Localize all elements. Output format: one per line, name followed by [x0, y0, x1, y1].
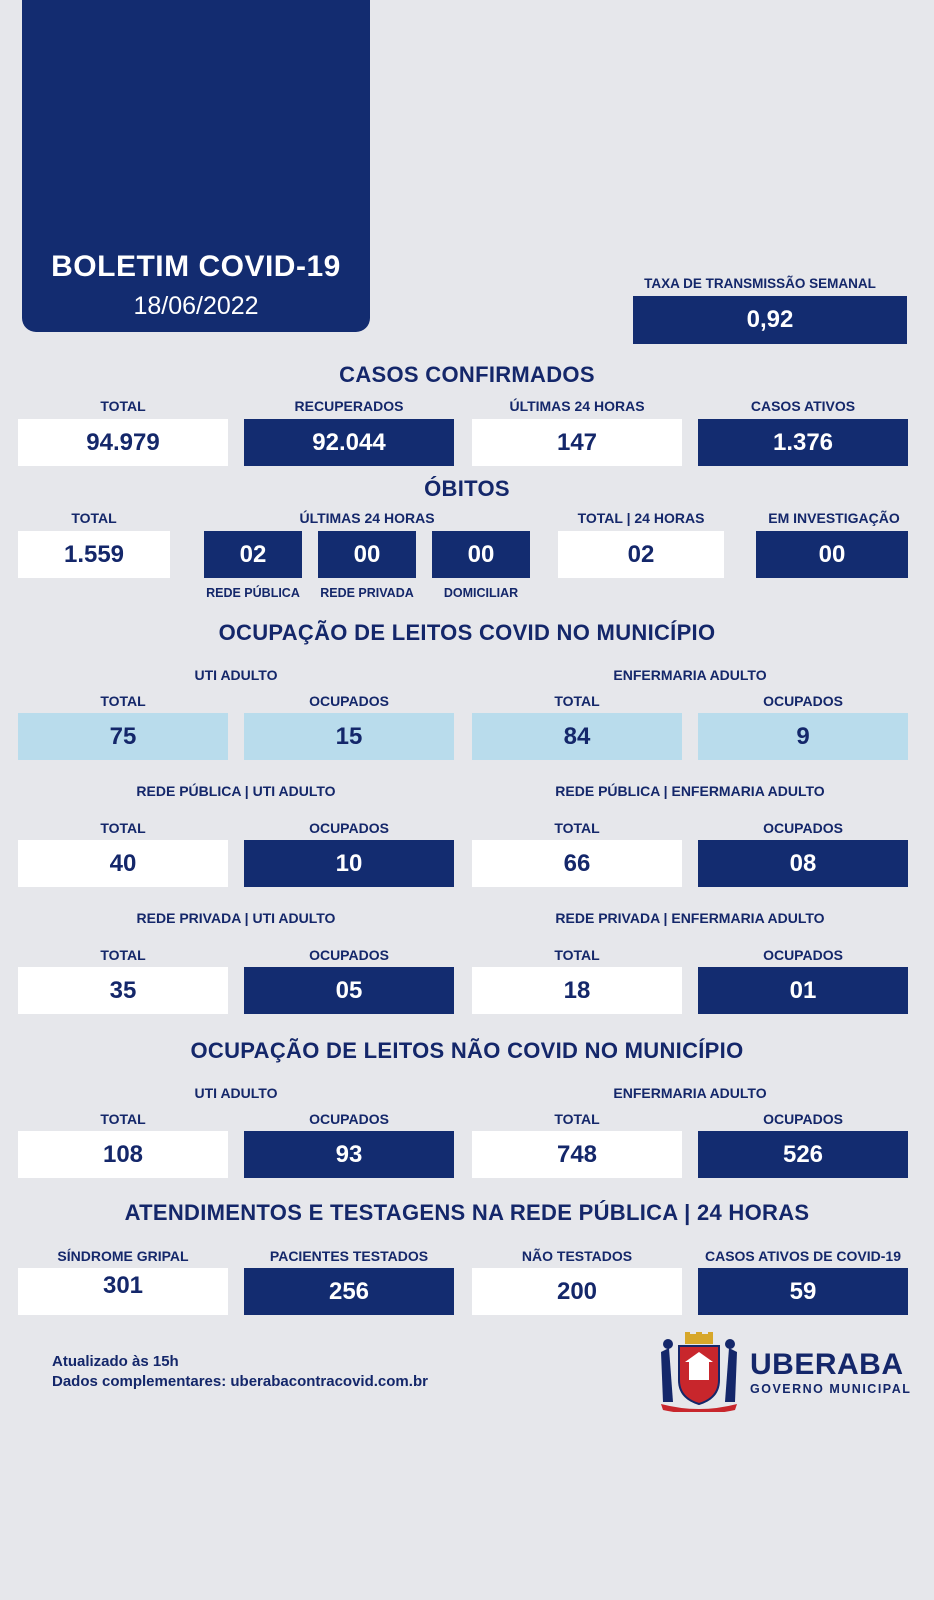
- private-ward-total-label: TOTAL: [554, 947, 600, 963]
- coat-of-arms-icon: [655, 1332, 743, 1412]
- confirmed-24h-label: ÚLTIMAS 24 HORAS: [509, 398, 645, 414]
- noncovid-ward-occupied-value: 526: [698, 1131, 908, 1178]
- private-ward-occupied-value: 01: [698, 967, 908, 1014]
- transmission-label: TAXA DE TRANSMISSÃO SEMANAL: [644, 276, 876, 291]
- deaths-title: ÓBITOS: [424, 476, 510, 501]
- noncovid-uti-label: UTI ADULTO: [194, 1085, 278, 1101]
- covid-ward-occupied-label: OCUPADOS: [763, 693, 843, 709]
- private-uti-label: REDE PRIVADA | UTI ADULTO: [136, 910, 336, 926]
- flu-syndrome-value: 301: [18, 1268, 228, 1315]
- public-ward-total-value: 66: [472, 840, 682, 887]
- public-uti-total-label: TOTAL: [100, 820, 146, 836]
- noncovid-ward-label: ENFERMARIA ADULTO: [613, 1085, 767, 1101]
- public-care-title: ATENDIMENTOS E TESTAGENS NA REDE PÚBLICA | 24 HORAS: [124, 1200, 810, 1225]
- noncovid-beds-title: OCUPAÇÃO DE LEITOS NÃO COVID NO MUNICÍPIO: [190, 1038, 744, 1063]
- active-covid-label: CASOS ATIVOS DE COVID-19: [704, 1248, 902, 1264]
- public-ward-total-label: TOTAL: [554, 820, 600, 836]
- covid-uti-total-value: 75: [18, 713, 228, 760]
- logo-subtitle: GOVERNO MUNICIPAL: [750, 1382, 912, 1396]
- tested-label: PACIENTES TESTADOS: [269, 1248, 429, 1264]
- confirmed-total-label: TOTAL: [100, 398, 146, 414]
- confirmed-recovered-value: 92.044: [244, 419, 454, 466]
- active-covid-value: 59: [698, 1268, 908, 1315]
- noncovid-ward-total-value: 748: [472, 1131, 682, 1178]
- noncovid-uti-total-label: TOTAL: [100, 1111, 146, 1127]
- noncovid-uti-total-value: 108: [18, 1131, 228, 1178]
- bulletin-date: 18/06/2022: [133, 292, 259, 320]
- confirmed-recovered-label: RECUPERADOS: [294, 398, 404, 414]
- public-uti-occupied-value: 10: [244, 840, 454, 887]
- deaths-total-value: 1.559: [18, 531, 170, 578]
- flu-syndrome-label: SÍNDROME GRIPAL: [57, 1248, 189, 1264]
- confirmed-active-label: CASOS ATIVOS: [750, 398, 856, 414]
- not-tested-value: 200: [472, 1268, 682, 1315]
- covid-uti-label: UTI ADULTO: [194, 667, 278, 683]
- deaths-24h-label: ÚLTIMAS 24 HORAS: [299, 510, 435, 526]
- noncovid-uti-occupied-value: 93: [244, 1131, 454, 1178]
- covid-beds-title: OCUPAÇÃO DE LEITOS COVID NO MUNICÍPIO: [218, 620, 716, 645]
- logo-name: UBERABA: [750, 1348, 904, 1381]
- covid-ward-total-label: TOTAL: [554, 693, 600, 709]
- deaths-investigation-value: 00: [756, 531, 908, 578]
- confirmed-total-value: 94.979: [18, 419, 228, 466]
- covid-ward-total-value: 84: [472, 713, 682, 760]
- deaths-total-label: TOTAL: [71, 510, 117, 526]
- private-uti-total-value: 35: [18, 967, 228, 1014]
- private-ward-occupied-label: OCUPADOS: [763, 947, 843, 963]
- noncovid-ward-occupied-label: OCUPADOS: [763, 1111, 843, 1127]
- extra-data-text: Dados complementares: uberabacontracovid.com.br: [52, 1373, 428, 1390]
- covid-uti-occupied-value: 15: [244, 713, 454, 760]
- page-title: BOLETIM COVID-19: [51, 250, 341, 283]
- deaths-total24-value: 02: [558, 531, 724, 578]
- public-uti-occupied-label: OCUPADOS: [309, 820, 389, 836]
- covid-ward-label: ENFERMARIA ADULTO: [613, 667, 767, 683]
- private-ward-total-value: 18: [472, 967, 682, 1014]
- covid-ward-occupied-value: 9: [698, 713, 908, 760]
- noncovid-uti-occupied-label: OCUPADOS: [309, 1111, 389, 1127]
- transmission-value: 0,92: [633, 296, 907, 344]
- updated-text: Atualizado às 15h: [52, 1353, 179, 1370]
- public-ward-occupied-label: OCUPADOS: [763, 820, 843, 836]
- covid-uti-occupied-label: OCUPADOS: [309, 693, 389, 709]
- deaths-home-value: 00: [432, 531, 530, 578]
- deaths-public-value: 02: [204, 531, 302, 578]
- public-ward-label: REDE PÚBLICA | ENFERMARIA ADULTO: [555, 783, 825, 799]
- tested-value: 256: [244, 1268, 454, 1315]
- private-uti-occupied-label: OCUPADOS: [309, 947, 389, 963]
- deaths-private-value: 00: [318, 531, 416, 578]
- deaths-home-label: DOMICILIAR: [443, 586, 519, 600]
- confirmed-title: CASOS CONFIRMADOS: [339, 362, 595, 387]
- private-uti-total-label: TOTAL: [100, 947, 146, 963]
- noncovid-ward-total-label: TOTAL: [554, 1111, 600, 1127]
- confirmed-24h-value: 147: [472, 419, 682, 466]
- not-tested-label: NÃO TESTADOS: [521, 1248, 633, 1264]
- deaths-public-label: REDE PÚBLICA: [206, 586, 300, 600]
- deaths-private-label: REDE PRIVADA: [320, 586, 414, 600]
- public-uti-total-value: 40: [18, 840, 228, 887]
- public-uti-label: REDE PÚBLICA | UTI ADULTO: [136, 783, 336, 799]
- private-ward-label: REDE PRIVADA | ENFERMARIA ADULTO: [555, 910, 825, 926]
- confirmed-active-value: 1.376: [698, 419, 908, 466]
- public-ward-occupied-value: 08: [698, 840, 908, 887]
- deaths-total24-label: TOTAL | 24 HORAS: [577, 510, 705, 526]
- private-uti-occupied-value: 05: [244, 967, 454, 1014]
- covid-uti-total-label: TOTAL: [100, 693, 146, 709]
- deaths-investigation-label: EM INVESTIGAÇÃO: [768, 510, 900, 526]
